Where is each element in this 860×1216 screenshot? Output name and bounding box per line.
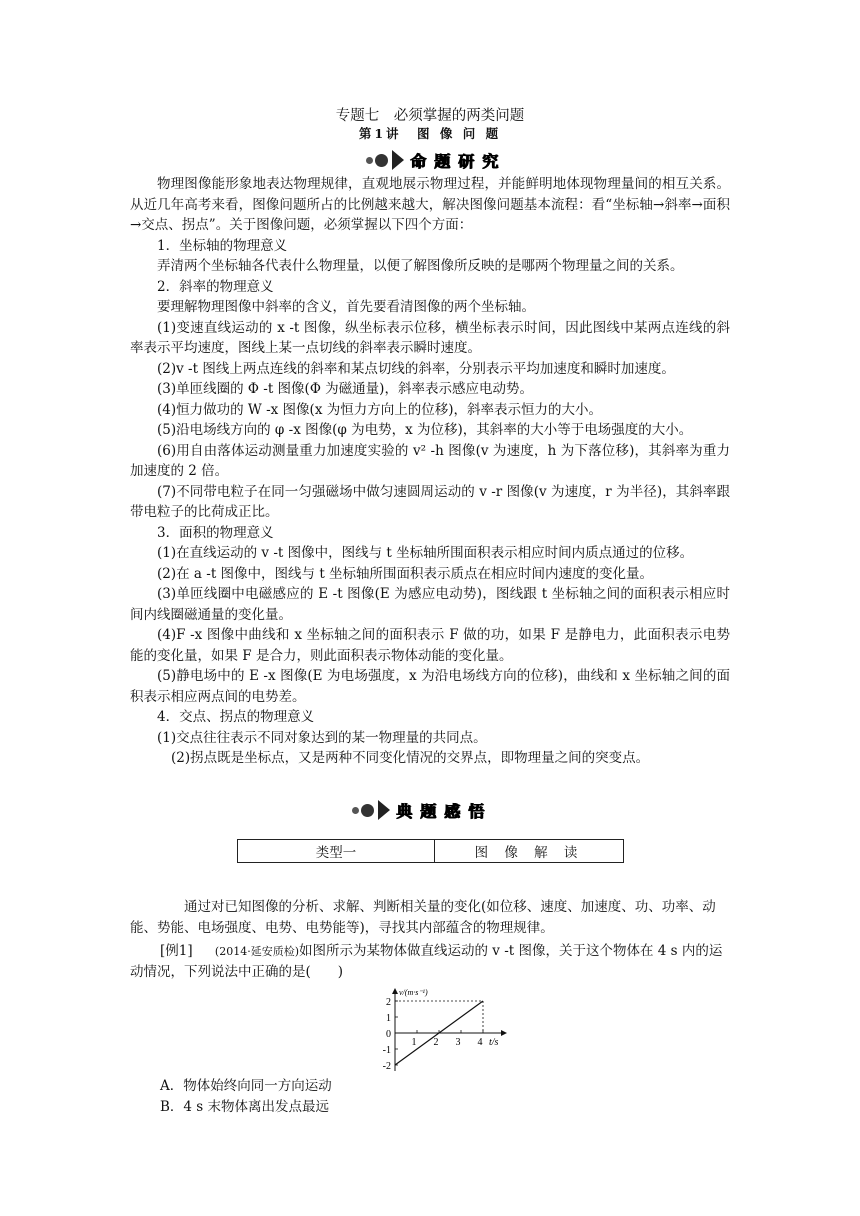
section-paragraph: 要理解物理图像中斜率的含义，首先要看清图像的两个坐标轴。 [157, 299, 535, 315]
section-paragraph: (7)不同带电粒子在同一匀强磁场中做匀速圆周运动的 v -r 图像(v 为速度，r 为半径)，其斜率跟带电粒子的比荷成正比。 [130, 483, 730, 520]
x-tick-label: 4 [477, 1037, 483, 1048]
y-tick-label: 1 [386, 1013, 391, 1024]
y-tick-label: -1 [382, 1045, 391, 1056]
section-paragraph: (3)单匝线圈的 Φ -t 图像(Φ 为磁通量)，斜率表示感应电动势。 [157, 381, 533, 397]
x-tick-label: 1 [411, 1037, 417, 1048]
section-paragraph: (2)v -t 图线上两点连线的斜率和某点切线的斜率，分别表示平均加速度和瞬时加速度。 [157, 360, 675, 377]
example-tag: [例1] [160, 943, 193, 959]
example-block [130, 897, 730, 983]
section-heading: 4．交点、拐点的物理意义 [157, 709, 315, 725]
y-axis-label: v/(m·s⁻¹) [399, 988, 428, 997]
type-description: 通过对已知图像的分析、求解、判断相关量的变化(如位移、速度、加速度、功、功率、动能、势能、电场强度、电势、电势能等)，寻找其内部蕴含的物理规律。 [130, 899, 716, 936]
lecture-subtitle: 第1讲 图 像 问 题 [358, 126, 502, 141]
section-paragraph: (2)在 a -t 图像中，图线与 t 坐标轴所围面积表示质点在相应时间内速度的变化量。 [157, 565, 654, 582]
vt-chart [355, 985, 525, 1075]
examples-banner [352, 798, 492, 822]
option-a: A．物体始终向同一方向运动 [160, 1078, 332, 1094]
y-tick-label: -2 [382, 1061, 391, 1072]
main-text [130, 174, 730, 769]
section-heading: 2．斜率的物理意义 [157, 278, 274, 295]
example-stem [130, 941, 730, 983]
section-paragraph: (1)变速直线运动的 x -t 图像，纵坐标表示位移，横坐标表示时间，因此图线中某两点连线的斜率表示平均速度，图线上某一点切线的斜率表示瞬时速度。 [130, 319, 730, 356]
y-axis-arrow-icon [392, 988, 398, 994]
x-axis-arrow-icon [501, 1030, 507, 1036]
section-paragraph: (1)在直线运动的 v -t 图像中，图线与 t 坐标轴所围面积表示相应时间内质点通过的位移。 [157, 545, 694, 561]
x-tick-label: 2 [433, 1037, 439, 1048]
option-b: B．4 s 末物体离出发点最远 [160, 1099, 330, 1115]
banner-dots-icon [352, 800, 390, 820]
section-paragraph: (6)用自由落体运动测量重力加速度实验的 v² -h 图像(v 为速度，h 为下落位移)，其斜率为重力加速度的 2 倍。 [130, 442, 730, 479]
y-tick-label: 2 [386, 997, 391, 1008]
section-paragraph: (1)交点往往表示不同对象达到的某一物理量的共同点。 [157, 729, 487, 746]
example-source: (2014·延安质检) [214, 945, 299, 958]
section-paragraph: (3)单匝线圈中电磁感应的 E -t 图像(E 为感应电动势)，图线跟 t 坐标轴之间的面积表示相应时间内线圈磁通量的变化量。 [130, 586, 730, 623]
example-question: 如图所示为某物体做直线运动的 v -t 图像，关于这个物体在 4 s 内的运动情况，下列说法中正确的是( ) [130, 943, 723, 980]
type-label: 类型一 [238, 840, 435, 862]
section-paragraph: (2)拐点既是坐标点，又是两种不同变化情况的交界点，即物理量之间的突变点。 [171, 750, 650, 766]
type-name: 图 像 解 读 [474, 845, 584, 861]
banner-dots-icon [366, 150, 404, 170]
intro-paragraph: 物理图像能形象地表达物理规律，直观地展示物理过程，并能鲜明地体现物理量间的相互关系。从近几年高考来看，图像问题所占的比例越来越大，解决图像问题基本流程：看“坐标轴→斜率→面积→交点、拐点”。关于图像问题，必须掌握以下四个方面： [130, 176, 730, 233]
section-heading: 3．面积的物理意义 [157, 524, 274, 541]
section-paragraph: (5)沿电场线方向的 φ -x 图像(φ 为电势，x 为位移)，其斜率的大小等于电场强度的大小。 [157, 422, 693, 438]
section-paragraph: (4)恒力做功的 W -x 图像(x 为恒力方向上的位移)，斜率表示恒力的大小。 [157, 401, 602, 418]
type-table [237, 839, 624, 863]
x-tick-label: 3 [455, 1037, 461, 1048]
x-axis-label: t/s [489, 1037, 499, 1048]
y-tick-label: 0 [386, 1029, 391, 1040]
research-banner-label: 命题研究 [410, 151, 507, 171]
section-paragraph: (5)静电场中的 E -x 图像(E 为电场强度，x 为沿电场线方向的位移)，曲线和 x 坐标轴之间的面积表示相应两点间的电势差。 [130, 668, 730, 705]
section-paragraph: (4)F -x 图像中曲线和 x 坐标轴之间的面积表示 F 做的功，如果 F 是静电力，此面积表示电势能的变化量，如果 F 是合力，则此面积表示物体动能的变化量。 [130, 627, 730, 664]
section-paragraph: 弄清两个坐标轴各代表什么物理量，以便了解图像所反映的是哪两个物理量之间的关系。 [157, 258, 684, 274]
research-banner [366, 148, 506, 172]
examples-banner-label: 典题感悟 [396, 801, 493, 821]
section-heading: 1．坐标轴的物理意义 [157, 237, 288, 254]
page-title: 专题七 必须掌握的两类问题 [335, 108, 525, 124]
